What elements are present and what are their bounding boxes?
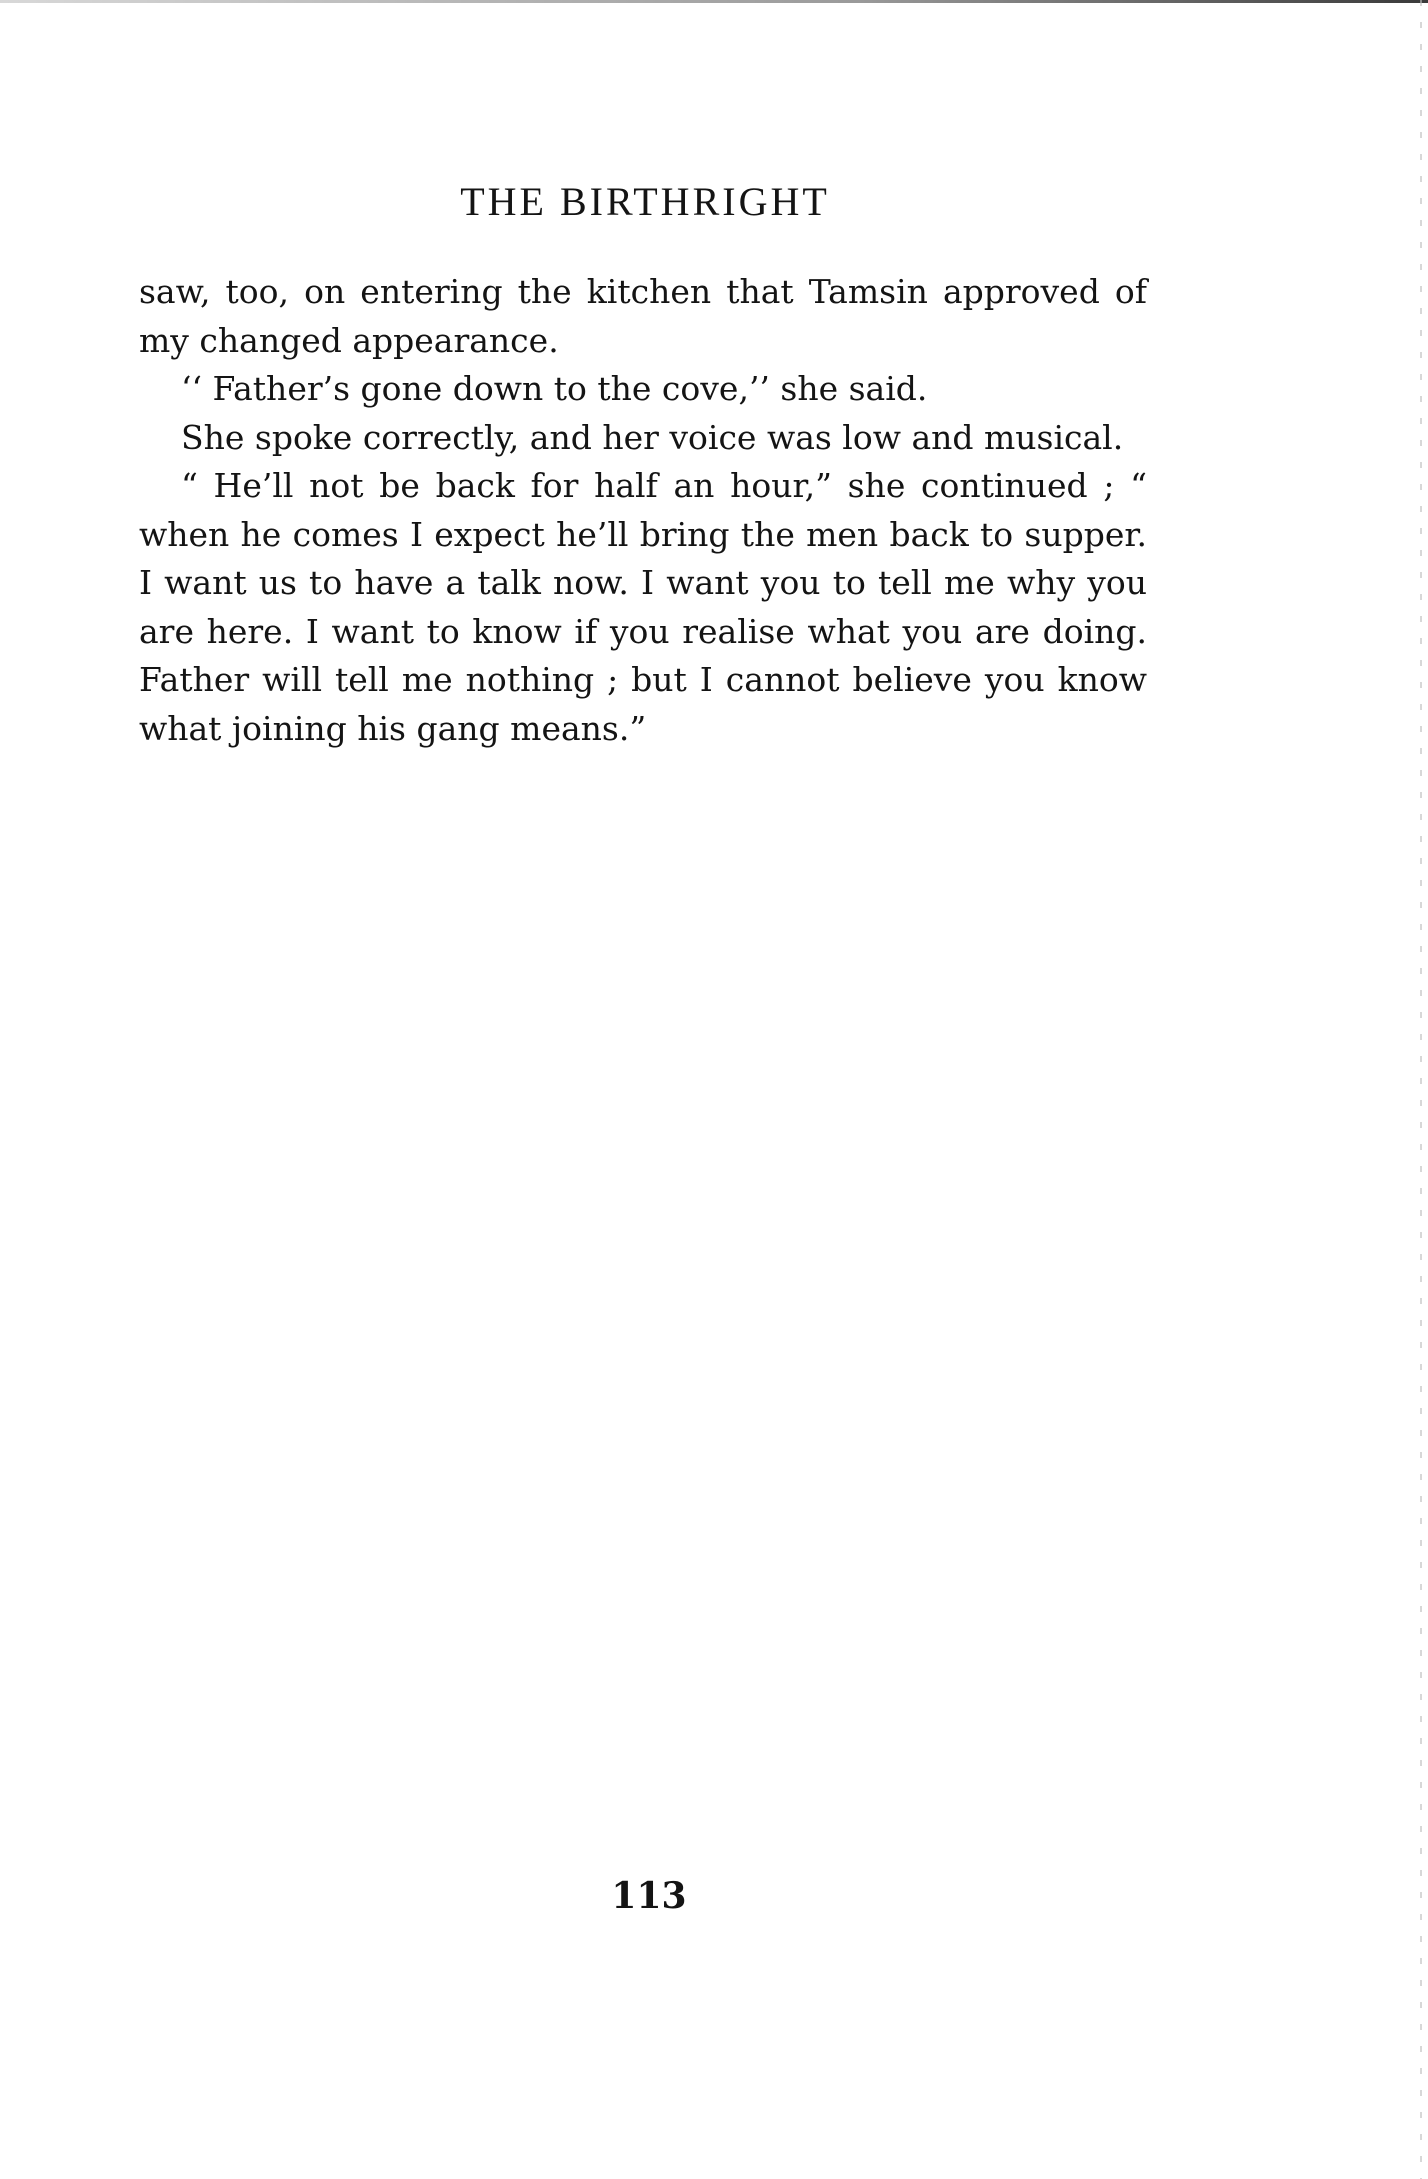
paragraph: ‘‘ Father’s gone down to the cove,’’ she said. — [181, 369, 928, 408]
scan-edge-right — [1420, 0, 1422, 2179]
paragraph: “ He’ll not be back for half an hour,” she continued ; “ when he comes I expect he’ll bring the men back to supper. I want us to have a talk now. I want you to tell me why you are here. I want to know if you realise what you are doing. Father will tell me nothing ; but I cannot believe you know what joining his gang means.” — [139, 466, 1147, 748]
running-head: THE BIRTHRIGHT — [460, 179, 830, 224]
scan-edge-top — [0, 0, 1428, 3]
page-number: 113 — [611, 1875, 687, 1917]
paragraph: She spoke correctly, and her voice was low and musical. — [181, 417, 1124, 457]
body-text — [139, 268, 1147, 753]
paragraph: saw, too, on entering the kitchen that Tamsin approved of my changed appearance. — [139, 272, 1147, 360]
